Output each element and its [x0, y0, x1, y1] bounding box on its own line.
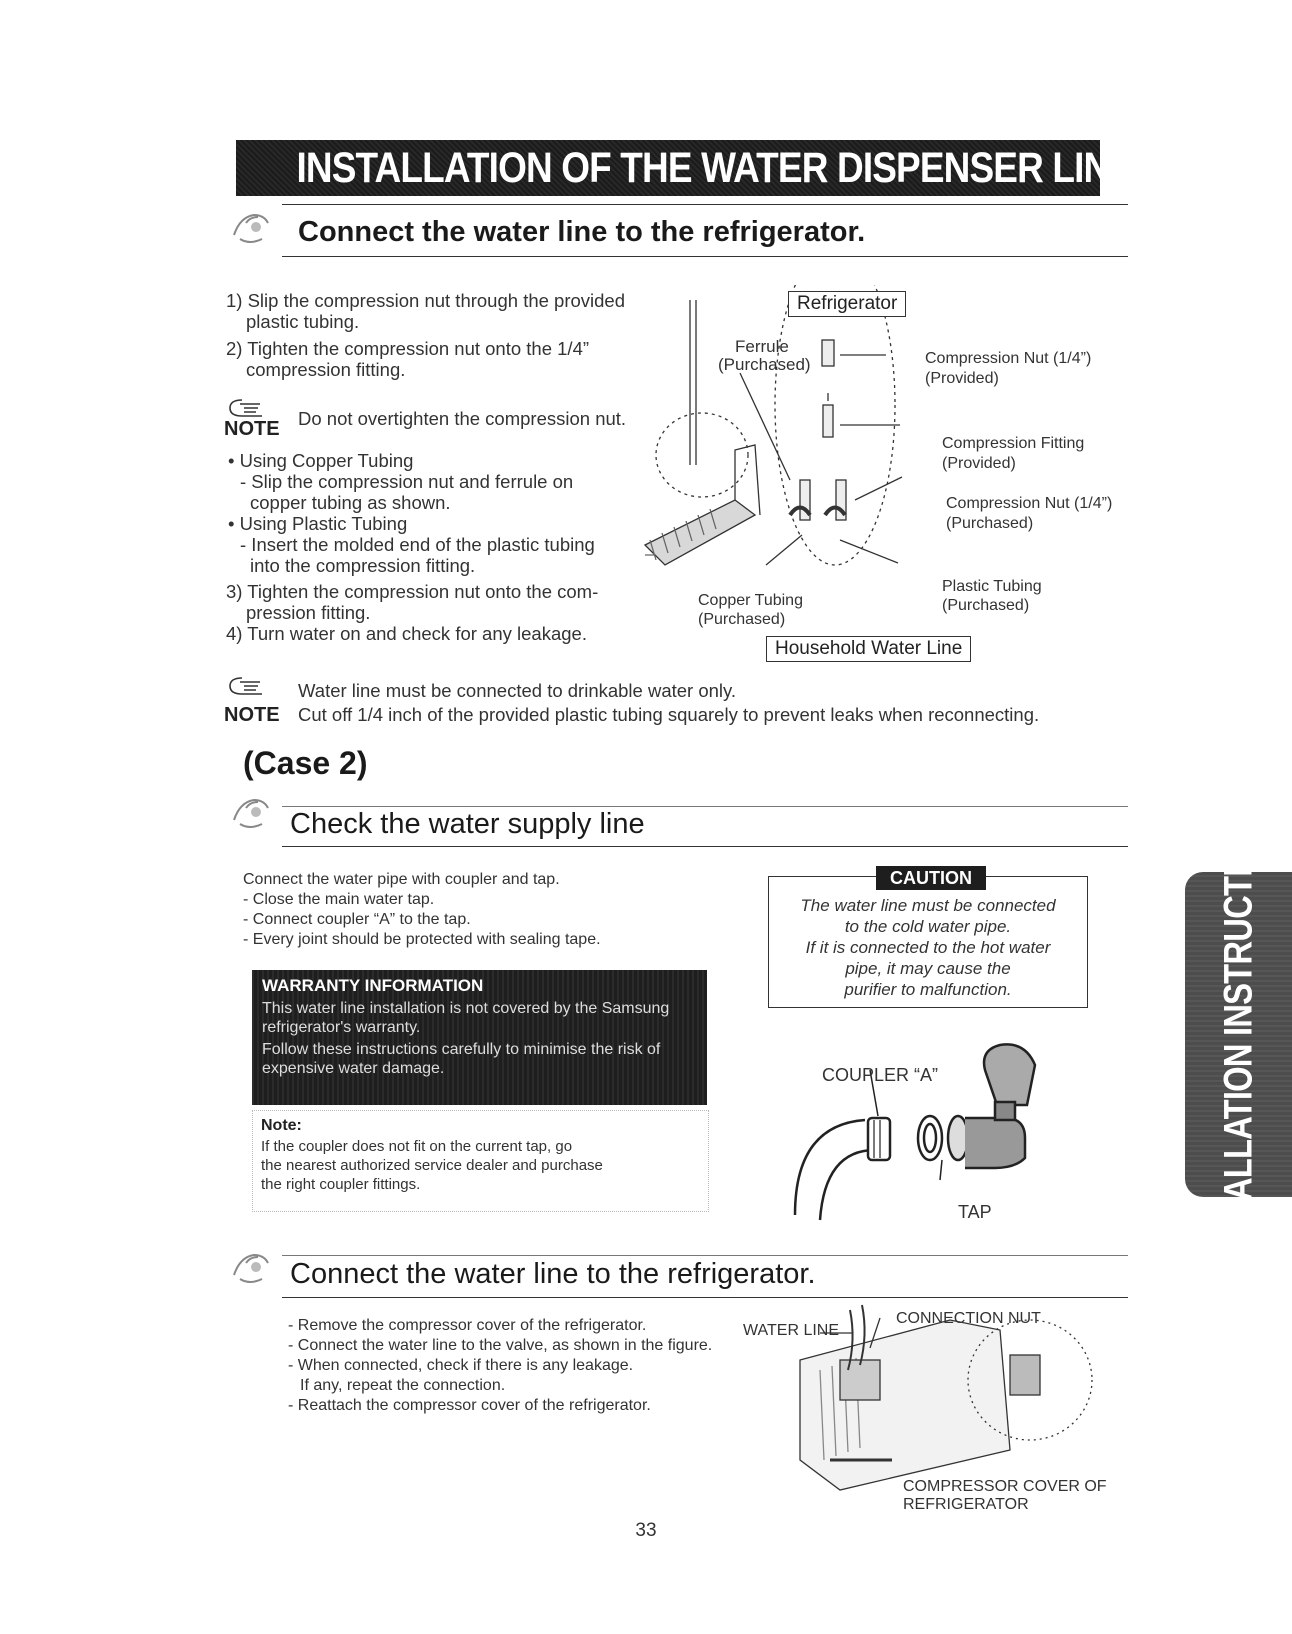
divider-bottom — [282, 846, 1128, 847]
hand-wrench-icon — [226, 790, 278, 840]
divider-top — [282, 204, 1128, 205]
label-water-line: WATER LINE — [743, 1322, 840, 1339]
label-compression-nut-purchased-sub: (Purchased) — [946, 515, 1034, 532]
note-text: Do not overtighten the compression nut. — [298, 408, 627, 429]
steps-1-2 — [226, 290, 625, 380]
label-compression-nut-purchased: Compression Nut (1/4”) — [946, 495, 1113, 512]
caution-title: CAUTION — [876, 866, 986, 890]
note-2-line-1: Water line must be connected to drinkable water only. — [298, 680, 737, 701]
caution-box — [768, 868, 1088, 1008]
connect-line-5: - Reattach the compressor cover of the refrigerator. — [288, 1397, 651, 1414]
supply-instructions — [243, 870, 601, 950]
step-1: 1) Slip the compression nut through the provided — [226, 290, 626, 311]
page-number: 33 — [635, 1520, 657, 1541]
supply-line-4: - Every joint should be protected with sealing tape. — [243, 931, 601, 948]
label-compressor-cover-line-1: COMPRESSOR COVER OF — [903, 1478, 1107, 1495]
label-refrigerator: Refrigerator — [788, 291, 906, 317]
label-household-water-line: Household Water Line — [766, 636, 971, 662]
label-copper-tubing-sub: (Purchased) — [698, 611, 786, 628]
note-pencil-icon — [228, 676, 264, 696]
hand-wrench-icon — [226, 205, 278, 255]
coupler-note-title: Note: — [261, 1117, 302, 1134]
bullet-copper-sub-1: - Slip the compression nut and ferrule on — [240, 471, 574, 492]
step-2-cont: compression fitting. — [246, 359, 406, 380]
note-label-2: NOTE — [224, 704, 280, 726]
label-compression-fitting: Compression Fitting — [942, 435, 1085, 452]
label-coupler-a: COUPLER “A” — [822, 1065, 939, 1085]
bullet-copper-sub-2: copper tubing as shown. — [250, 492, 451, 513]
connect-line-2: - Connect the water line to the valve, as shown in the figure. — [288, 1337, 713, 1354]
bullet-copper: • Using Copper Tubing — [228, 450, 414, 471]
label-plastic-tubing: Plastic Tubing — [942, 578, 1042, 595]
label-plastic-tubing-sub: (Purchased) — [942, 597, 1030, 614]
connect-line-4: If any, repeat the connection. — [300, 1377, 506, 1394]
supply-line-3: - Connect coupler “A” to the tap. — [243, 911, 471, 928]
note-pencil-icon — [228, 398, 264, 418]
coupler-note-line-1: If the coupler does not fit on the current tap, go — [261, 1138, 573, 1155]
section-heading-connect: Connect the water line to the refrigerator. — [298, 216, 866, 248]
bullet-plastic: • Using Plastic Tubing — [228, 513, 408, 534]
label-compression-nut-provided-sub: (Provided) — [925, 370, 999, 387]
step-3-cont: pression fitting. — [246, 602, 371, 623]
label-compressor-cover — [903, 1478, 1107, 1514]
installation-instructions-tab — [1185, 799, 1292, 1270]
warranty-line-2: refrigerator's warranty. — [262, 1019, 421, 1036]
caution-line-2: to the cold water pipe. — [844, 917, 1012, 936]
label-compression-fitting-sub: (Provided) — [942, 455, 1016, 472]
tubing-instructions — [228, 450, 598, 644]
step-1-cont: plastic tubing. — [246, 311, 360, 332]
connect-instructions — [288, 1316, 712, 1416]
note-label: NOTE — [224, 418, 280, 440]
note-2-line-2: Cut off 1/4 inch of the provided plastic tubing squarely to prevent leaks when reconnecting. — [298, 704, 1040, 725]
supply-line-1: Connect the water pipe with coupler and tap. — [243, 871, 560, 888]
hand-wrench-icon — [226, 1245, 278, 1295]
warranty-info-box — [252, 970, 707, 1105]
case-2-title: (Case 2) — [243, 745, 368, 781]
side-tab-label: INSTALLATION INSTRUCTIONS — [1216, 799, 1260, 1270]
label-compression-nut-provided: Compression Nut (1/4”) — [925, 350, 1092, 367]
bullet-plastic-sub-1: - Insert the molded end of the plastic tubing — [240, 534, 595, 555]
caution-line-5: purifier to malfunction. — [844, 980, 1012, 999]
label-ferrule-sub: (Purchased) — [718, 355, 811, 374]
divider-bottom — [282, 256, 1128, 257]
divider-bottom — [282, 1297, 1128, 1298]
divider-top — [282, 806, 1128, 807]
divider-top — [282, 1255, 1128, 1256]
warranty-line-1: This water line installation is not covered by the Samsung — [262, 1000, 670, 1017]
warranty-line-3: Follow these instructions carefully to minimise the risk of — [262, 1041, 661, 1058]
warranty-title: WARRANTY INFORMATION — [262, 976, 484, 995]
caution-line-3: If it is connected to the hot water — [805, 938, 1051, 957]
coupler-note-box — [252, 1110, 709, 1212]
coupler-note-line-2: the nearest authorized service dealer and purchase — [261, 1157, 603, 1174]
label-compressor-cover-line-2: REFRIGERATOR — [903, 1496, 1029, 1513]
label-tap: TAP — [958, 1202, 992, 1222]
section-heading-check-supply: Check the water supply line — [290, 808, 645, 840]
note-2-lines — [298, 680, 1039, 725]
label-connection-nut: CONNECTION NUT — [896, 1310, 1041, 1327]
bullet-plastic-sub-2: into the compression fitting. — [250, 555, 476, 576]
step-2: 2) Tighten the compression nut onto the 1/4” — [226, 338, 590, 359]
supply-line-2: - Close the main water tap. — [243, 891, 435, 908]
label-copper-tubing: Copper Tubing — [698, 592, 803, 609]
section-heading-connect-2: Connect the water line to the refrigerator. — [290, 1258, 816, 1290]
warranty-line-4: expensive water damage. — [262, 1060, 445, 1077]
caution-line-4: pipe, it may cause the — [845, 959, 1011, 978]
caution-line-1: The water line must be connected — [800, 896, 1056, 915]
coupler-note-line-3: the right coupler fittings. — [261, 1176, 421, 1193]
step-3: 3) Tighten the compression nut onto the com- — [226, 581, 599, 602]
label-ferrule: Ferrule — [735, 337, 789, 356]
connect-line-1: - Remove the compressor cover of the refrigerator. — [288, 1317, 647, 1334]
step-4: 4) Turn water on and check for any leakage. — [226, 623, 587, 644]
section-banner — [236, 140, 1134, 196]
banner-title: INSTALLATION OF THE WATER DISPENSER LINE — [296, 144, 1134, 192]
caution-text — [769, 895, 1087, 1000]
connect-line-3: - When connected, check if there is any leakage. — [288, 1357, 634, 1374]
